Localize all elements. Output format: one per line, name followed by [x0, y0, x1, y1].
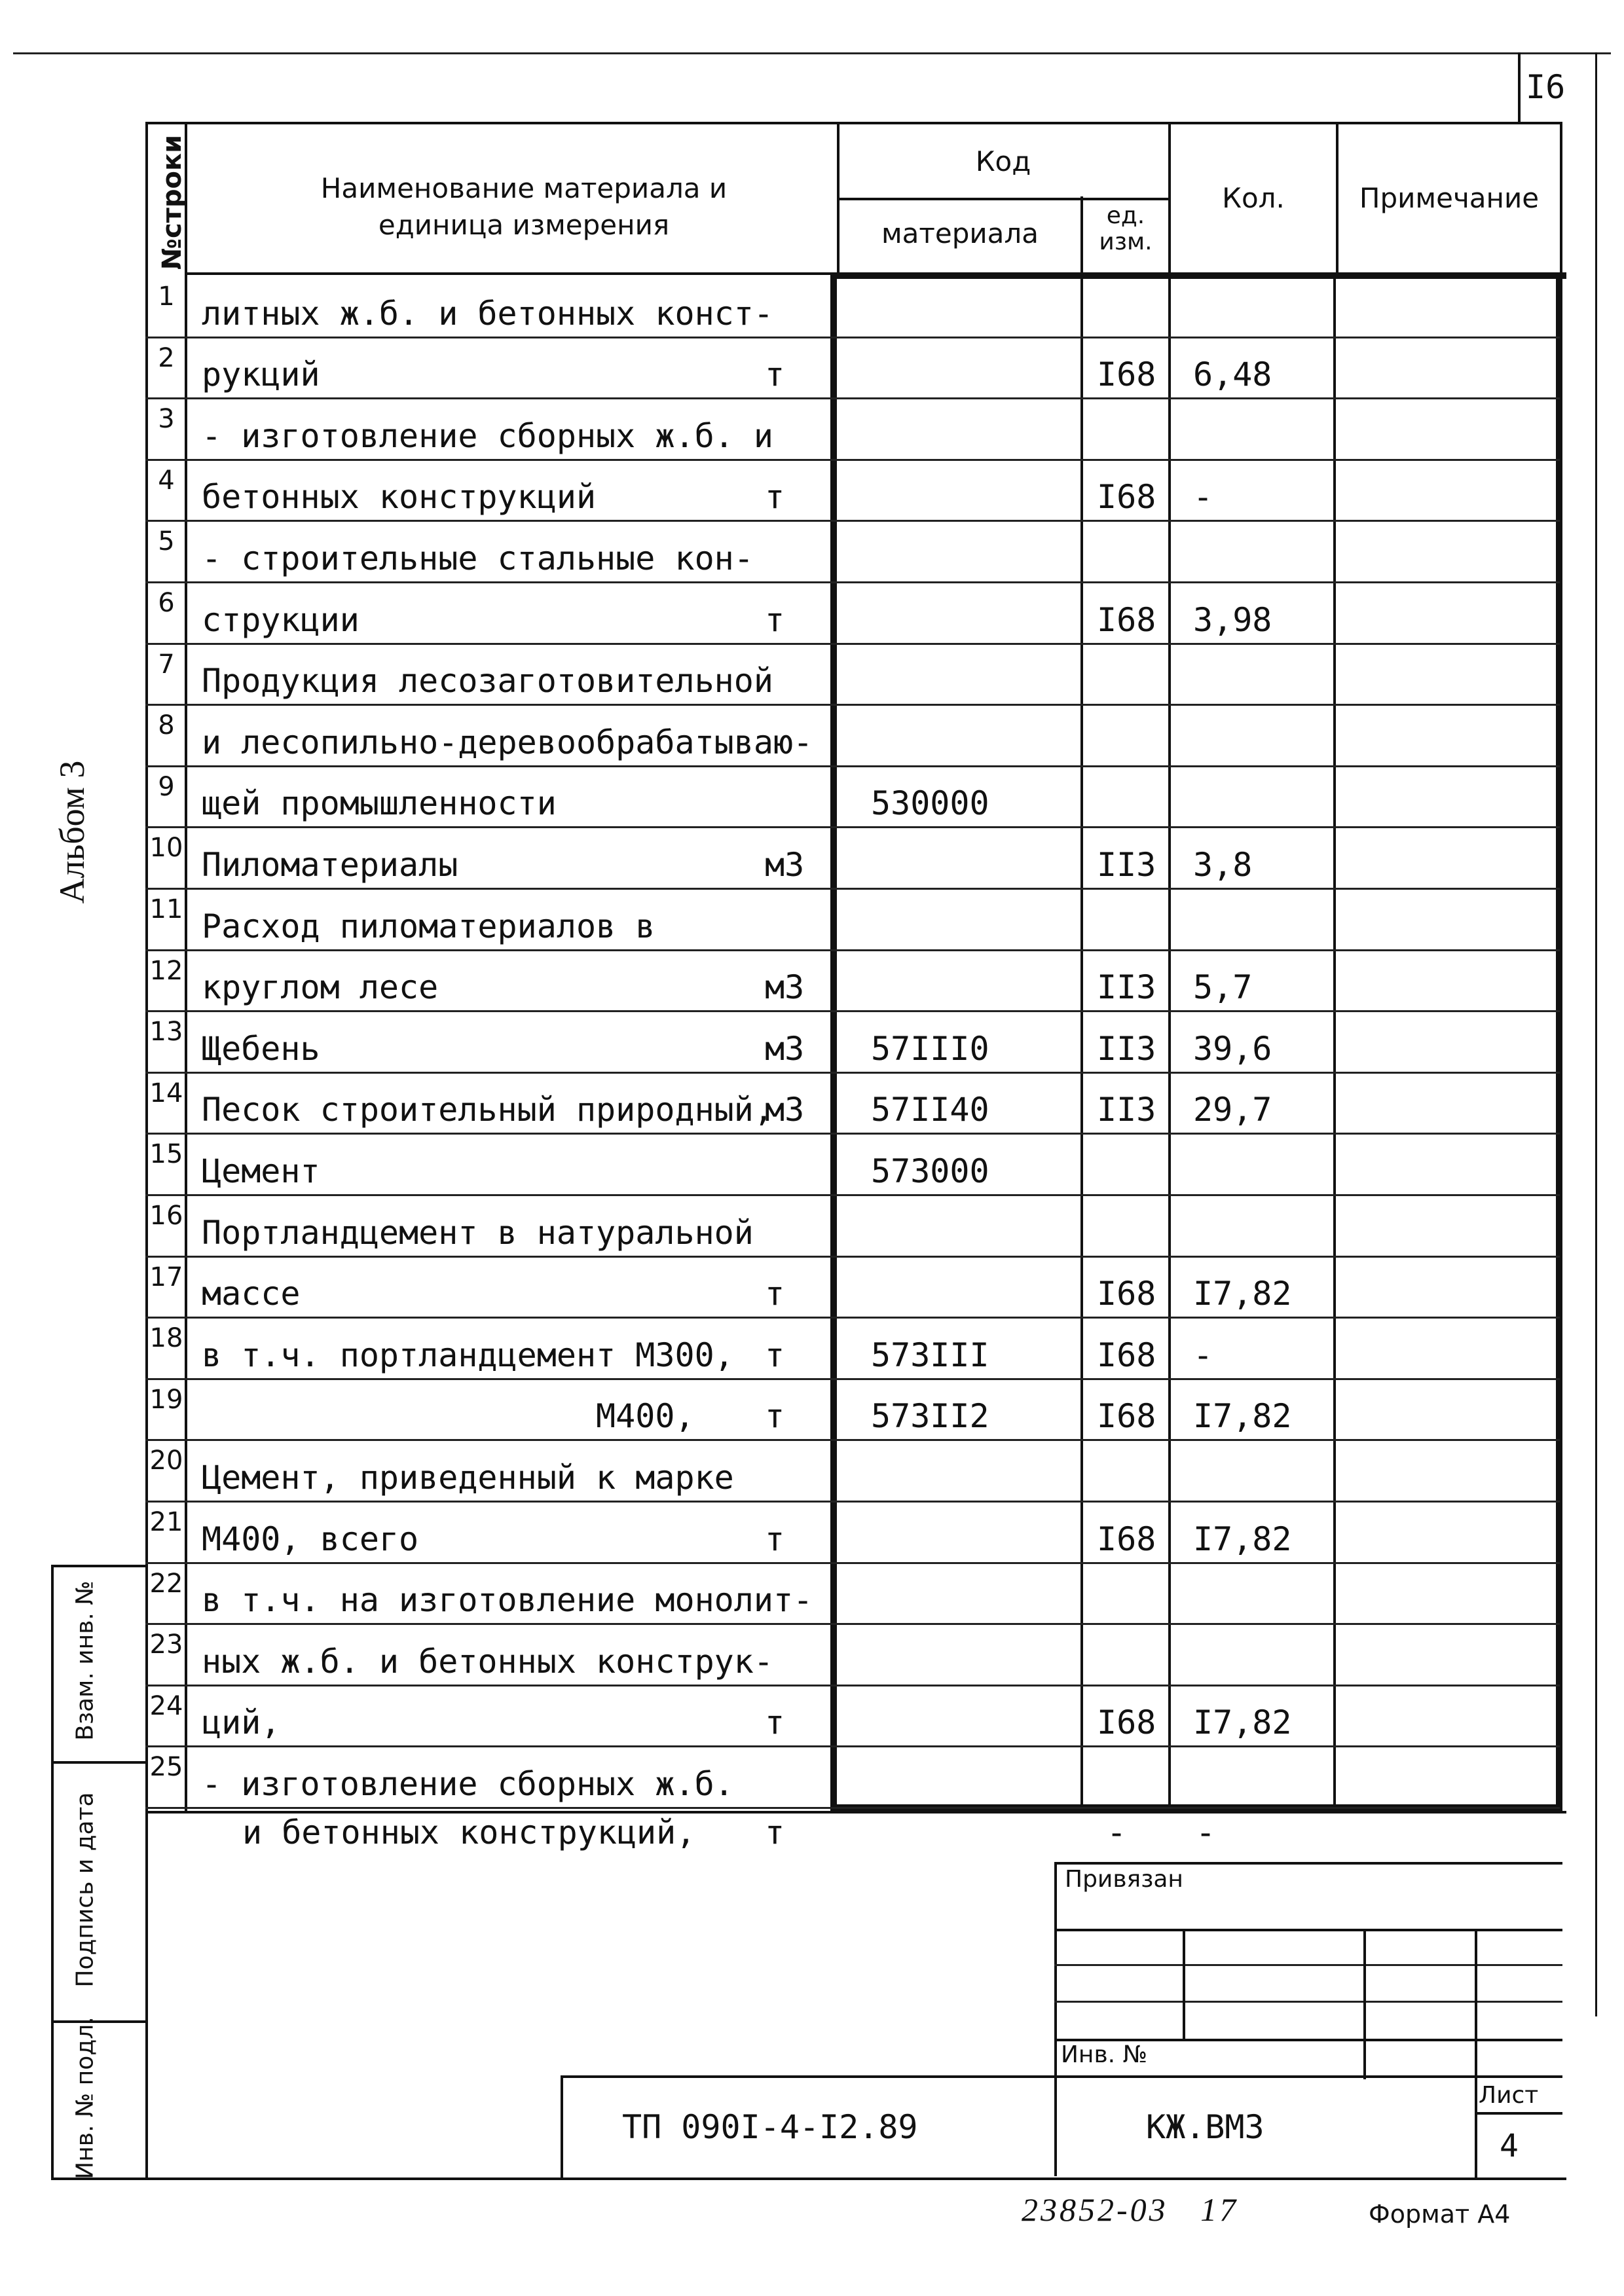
stamp-line-3 — [1054, 2001, 1562, 2003]
row-name: Щебень — [202, 1030, 320, 1068]
rowno-line — [145, 643, 186, 645]
row-line — [185, 1439, 1560, 1441]
row-line — [185, 1133, 1560, 1135]
header-right-border — [1560, 123, 1562, 274]
row-name: щей промышленности — [202, 784, 557, 822]
rowno-line — [145, 1685, 186, 1686]
margin-inv-podl: Инв. № подл. — [71, 2016, 99, 2179]
margin-top — [51, 1565, 148, 1567]
rowno-line — [145, 1133, 186, 1135]
header-code-split — [837, 198, 1171, 200]
row-line — [185, 581, 1560, 583]
after-table-qty: - — [1196, 1813, 1216, 1851]
row-code-unit: II3 — [1097, 846, 1156, 884]
row-name: - изготовление сборных ж.б. — [202, 1765, 734, 1803]
rowno-line — [145, 397, 186, 399]
row-line — [185, 1685, 1560, 1686]
row-code-material: 573000 — [871, 1152, 989, 1190]
rowno-line — [145, 704, 186, 706]
row-line — [185, 397, 1560, 399]
row-number: 6 — [158, 588, 175, 618]
rowno-top — [185, 272, 833, 275]
row-number: 2 — [158, 343, 175, 373]
row-qty: I7,82 — [1193, 1397, 1292, 1435]
rowno-line — [145, 581, 186, 583]
row-unit: т — [765, 1336, 785, 1374]
row-name: Цемент — [202, 1152, 320, 1190]
row-name: Цемент, приведенный к марке — [202, 1459, 734, 1497]
row-qty: 5,7 — [1193, 968, 1253, 1006]
row-number: 22 — [149, 1569, 183, 1599]
data-top-thick — [833, 272, 1566, 279]
stamp-inv-no: Инв. № — [1061, 2041, 1148, 2068]
row-unit: т — [765, 1520, 785, 1558]
after-table-unit: т — [765, 1813, 785, 1851]
rowno-line — [145, 765, 186, 767]
row-line — [185, 1317, 1560, 1319]
header-note: Примечание — [1359, 182, 1540, 214]
row-name: М400, — [202, 1397, 695, 1435]
rowno-line — [145, 949, 186, 951]
rowno-line — [145, 1256, 186, 1258]
row-code-material: 57II40 — [871, 1091, 989, 1129]
row-code-unit: II3 — [1097, 1091, 1156, 1129]
row-code-material: 573II2 — [871, 1397, 989, 1435]
header-divider-ed — [1080, 196, 1083, 275]
row-qty: 39,6 — [1193, 1030, 1272, 1068]
ed-col-divider — [1080, 275, 1083, 1807]
header-code-material: материала — [881, 217, 1039, 249]
rowno-line — [145, 826, 186, 828]
row-line — [185, 337, 1560, 338]
side-label: Альбом 3 — [52, 760, 92, 904]
row-line — [185, 1072, 1560, 1074]
rowno-line — [145, 1072, 186, 1074]
row-line — [185, 888, 1560, 890]
rowno-line — [145, 520, 186, 522]
rowno-line — [145, 1745, 186, 1747]
row-number: 23 — [149, 1630, 183, 1660]
stamp-main-top — [561, 2075, 1562, 2078]
header-code-unit: ед. изм. — [1099, 202, 1153, 255]
row-number: 3 — [158, 404, 175, 434]
after-table-ed: - — [1107, 1813, 1127, 1851]
row-line — [185, 1807, 1560, 1809]
row-number: 4 — [158, 465, 175, 496]
row-name: массе — [202, 1275, 301, 1313]
stamp-line-2 — [1054, 1964, 1562, 1966]
margin-split-1 — [51, 1761, 148, 1764]
header-code-group: Код — [975, 145, 1031, 177]
row-name: ций, — [202, 1704, 281, 1741]
row-name: ных ж.б. и бетонных конструк- — [202, 1643, 773, 1681]
row-number: 16 — [149, 1201, 183, 1231]
row-line — [185, 643, 1560, 645]
row-line — [185, 704, 1560, 706]
stamp-left — [1054, 1862, 1057, 2176]
row-line — [185, 1378, 1560, 1380]
rowno-line — [145, 1807, 186, 1809]
row-code-unit: I68 — [1097, 601, 1156, 639]
row-number: 8 — [158, 710, 175, 740]
footer-handwritten: 23852-03 17 — [1022, 2191, 1239, 2228]
row-unit: м3 — [765, 1091, 805, 1129]
row-qty: 3,8 — [1193, 846, 1253, 884]
margin-podpis: Подпись и дата — [71, 1792, 99, 1988]
stamp-line-1 — [1054, 1929, 1562, 1931]
row-code-material: 573III — [871, 1336, 989, 1374]
row-number: 9 — [158, 772, 175, 802]
row-line — [185, 1194, 1560, 1196]
row-number: 17 — [149, 1262, 183, 1292]
stamp-main-left — [561, 2075, 563, 2178]
stamp-mark: КЖ.ВМЗ — [1146, 2108, 1264, 2146]
row-number: 5 — [158, 526, 175, 556]
row-number: 19 — [149, 1385, 183, 1415]
top-rule — [13, 52, 1611, 54]
row-line — [185, 459, 1560, 461]
row-qty: 3,98 — [1193, 601, 1272, 639]
stamp-vdiv-2 — [1363, 1929, 1366, 2079]
row-line — [185, 949, 1560, 951]
row-number: 14 — [149, 1078, 183, 1108]
rowno-line — [145, 1010, 186, 1012]
row-number: 12 — [149, 956, 183, 986]
row-qty: - — [1193, 1336, 1213, 1374]
code-col-thick — [830, 272, 837, 1811]
row-name: в т.ч. портландцемент М300, — [202, 1336, 734, 1374]
row-code-unit: I68 — [1097, 1704, 1156, 1741]
row-number: 21 — [149, 1507, 183, 1537]
row-unit: т — [765, 1397, 785, 1435]
row-line — [185, 1745, 1560, 1747]
row-number: 15 — [149, 1139, 183, 1169]
row-qty: I7,82 — [1193, 1704, 1292, 1741]
rowno-line — [145, 1439, 186, 1441]
row-number: 20 — [149, 1446, 183, 1476]
stamp-sheet-label: Лист — [1479, 2082, 1539, 2109]
row-name: - строительные стальные кон- — [202, 539, 754, 577]
stamp-top — [1054, 1862, 1562, 1865]
stamp-sheet-value: 4 — [1500, 2128, 1519, 2164]
row-unit: т — [765, 1275, 785, 1313]
row-unit: т — [765, 478, 785, 516]
row-code-unit: I68 — [1097, 1275, 1156, 1313]
sheet-box-border — [1518, 52, 1521, 123]
row-unit: м3 — [765, 968, 805, 1006]
after-table-name: и бетонных конструкций, — [242, 1813, 696, 1851]
row-name: Продукция лесозаготовительной — [202, 662, 773, 700]
row-name: бетонных конструкций — [202, 478, 597, 516]
row-unit: т — [765, 1704, 785, 1741]
rowno-line — [145, 459, 186, 461]
margin-split-2 — [51, 2020, 148, 2023]
rowno-line — [145, 1623, 186, 1625]
row-name: М400, всего — [202, 1520, 419, 1558]
row-line — [185, 520, 1560, 522]
page-bottom-border — [51, 2178, 1566, 2180]
right-border — [1595, 52, 1597, 2016]
row-code-unit: II3 — [1097, 1030, 1156, 1068]
sheet-number-top: I6 — [1526, 68, 1566, 106]
rowno-line — [145, 1501, 186, 1503]
stamp-privyazan: Привязан — [1065, 1866, 1183, 1893]
row-name: и лесопильно-деревообрабатываю- — [202, 723, 813, 761]
footer-format: Формат А4 — [1369, 2200, 1511, 2229]
row-number: 13 — [149, 1017, 183, 1047]
row-line — [185, 1562, 1560, 1564]
header-top-border — [145, 122, 1562, 124]
row-qty: I7,82 — [1193, 1520, 1292, 1558]
row-code-unit: I68 — [1097, 478, 1156, 516]
margin-vzam: Взам. инв. № — [71, 1580, 99, 1741]
row-number: 11 — [149, 894, 183, 924]
row-code-unit: I68 — [1097, 1520, 1156, 1558]
row-qty: I7,82 — [1193, 1275, 1292, 1313]
row-name: рукций — [202, 355, 320, 393]
rowno-divider — [185, 123, 187, 1812]
row-code-material: 57III0 — [871, 1030, 989, 1068]
note-col-divider — [1333, 275, 1336, 1807]
row-code-material: 530000 — [871, 784, 989, 822]
right-col-thick — [1556, 272, 1562, 1811]
header-row-no: №строки — [157, 134, 187, 270]
row-qty: 29,7 — [1193, 1091, 1272, 1129]
rowno-line — [145, 1562, 186, 1564]
row-name: Песок строительный природный, — [202, 1091, 773, 1129]
rowno-line — [145, 1378, 186, 1380]
row-number: 18 — [149, 1323, 183, 1353]
row-name: в т.ч. на изготовление монолит- — [202, 1581, 813, 1619]
row-line — [185, 1256, 1560, 1258]
row-number: 7 — [158, 649, 175, 680]
row-number: 10 — [149, 833, 183, 863]
header-name: Наименование материала и единица измерения — [320, 172, 728, 241]
rowno-line — [145, 888, 186, 890]
margin-outer-left — [51, 1565, 54, 2180]
stamp-doc-code: ТП 090I-4-I2.89 — [622, 2108, 918, 2146]
row-qty: - — [1193, 478, 1213, 516]
header-divider-note — [1336, 123, 1338, 274]
row-line — [185, 1501, 1560, 1503]
row-code-unit: I68 — [1097, 1397, 1156, 1435]
row-name: - изготовление сборных ж.б. и — [202, 417, 773, 455]
row-name: Расход пиломатериалов в — [202, 907, 655, 945]
rowno-line — [145, 337, 186, 338]
stamp-vdiv-3 — [1475, 1929, 1477, 2178]
header-qty: Кол. — [1222, 182, 1285, 214]
row-line — [185, 1623, 1560, 1625]
row-code-unit: I68 — [1097, 355, 1156, 393]
rowno-line — [145, 1194, 186, 1196]
row-name: круглом лесе — [202, 968, 439, 1006]
row-qty: 6,48 — [1193, 355, 1272, 393]
row-line — [185, 826, 1560, 828]
row-unit: т — [765, 355, 785, 393]
table-left-border — [145, 123, 148, 2179]
row-name: литных ж.б. и бетонных конст- — [202, 295, 773, 333]
row-code-unit: II3 — [1097, 968, 1156, 1006]
row-name: струкции — [202, 601, 360, 639]
row-unit: т — [765, 601, 785, 639]
qty-col-divider — [1168, 275, 1171, 1807]
row-name: Пиломатериалы — [202, 846, 458, 884]
rowno-line — [145, 1317, 186, 1319]
row-line — [185, 1010, 1560, 1012]
row-code-unit: I68 — [1097, 1336, 1156, 1374]
row-number: 24 — [149, 1691, 183, 1721]
row-unit: м3 — [765, 846, 805, 884]
row-number: 1 — [158, 282, 175, 312]
row-line — [185, 765, 1560, 767]
row-name: Портландцемент в натуральной — [202, 1214, 754, 1252]
row-unit: м3 — [765, 1030, 805, 1068]
row-number: 25 — [149, 1752, 183, 1782]
stamp-sheet-split — [1475, 2112, 1562, 2115]
stamp-vdiv-1 — [1183, 1929, 1185, 2040]
